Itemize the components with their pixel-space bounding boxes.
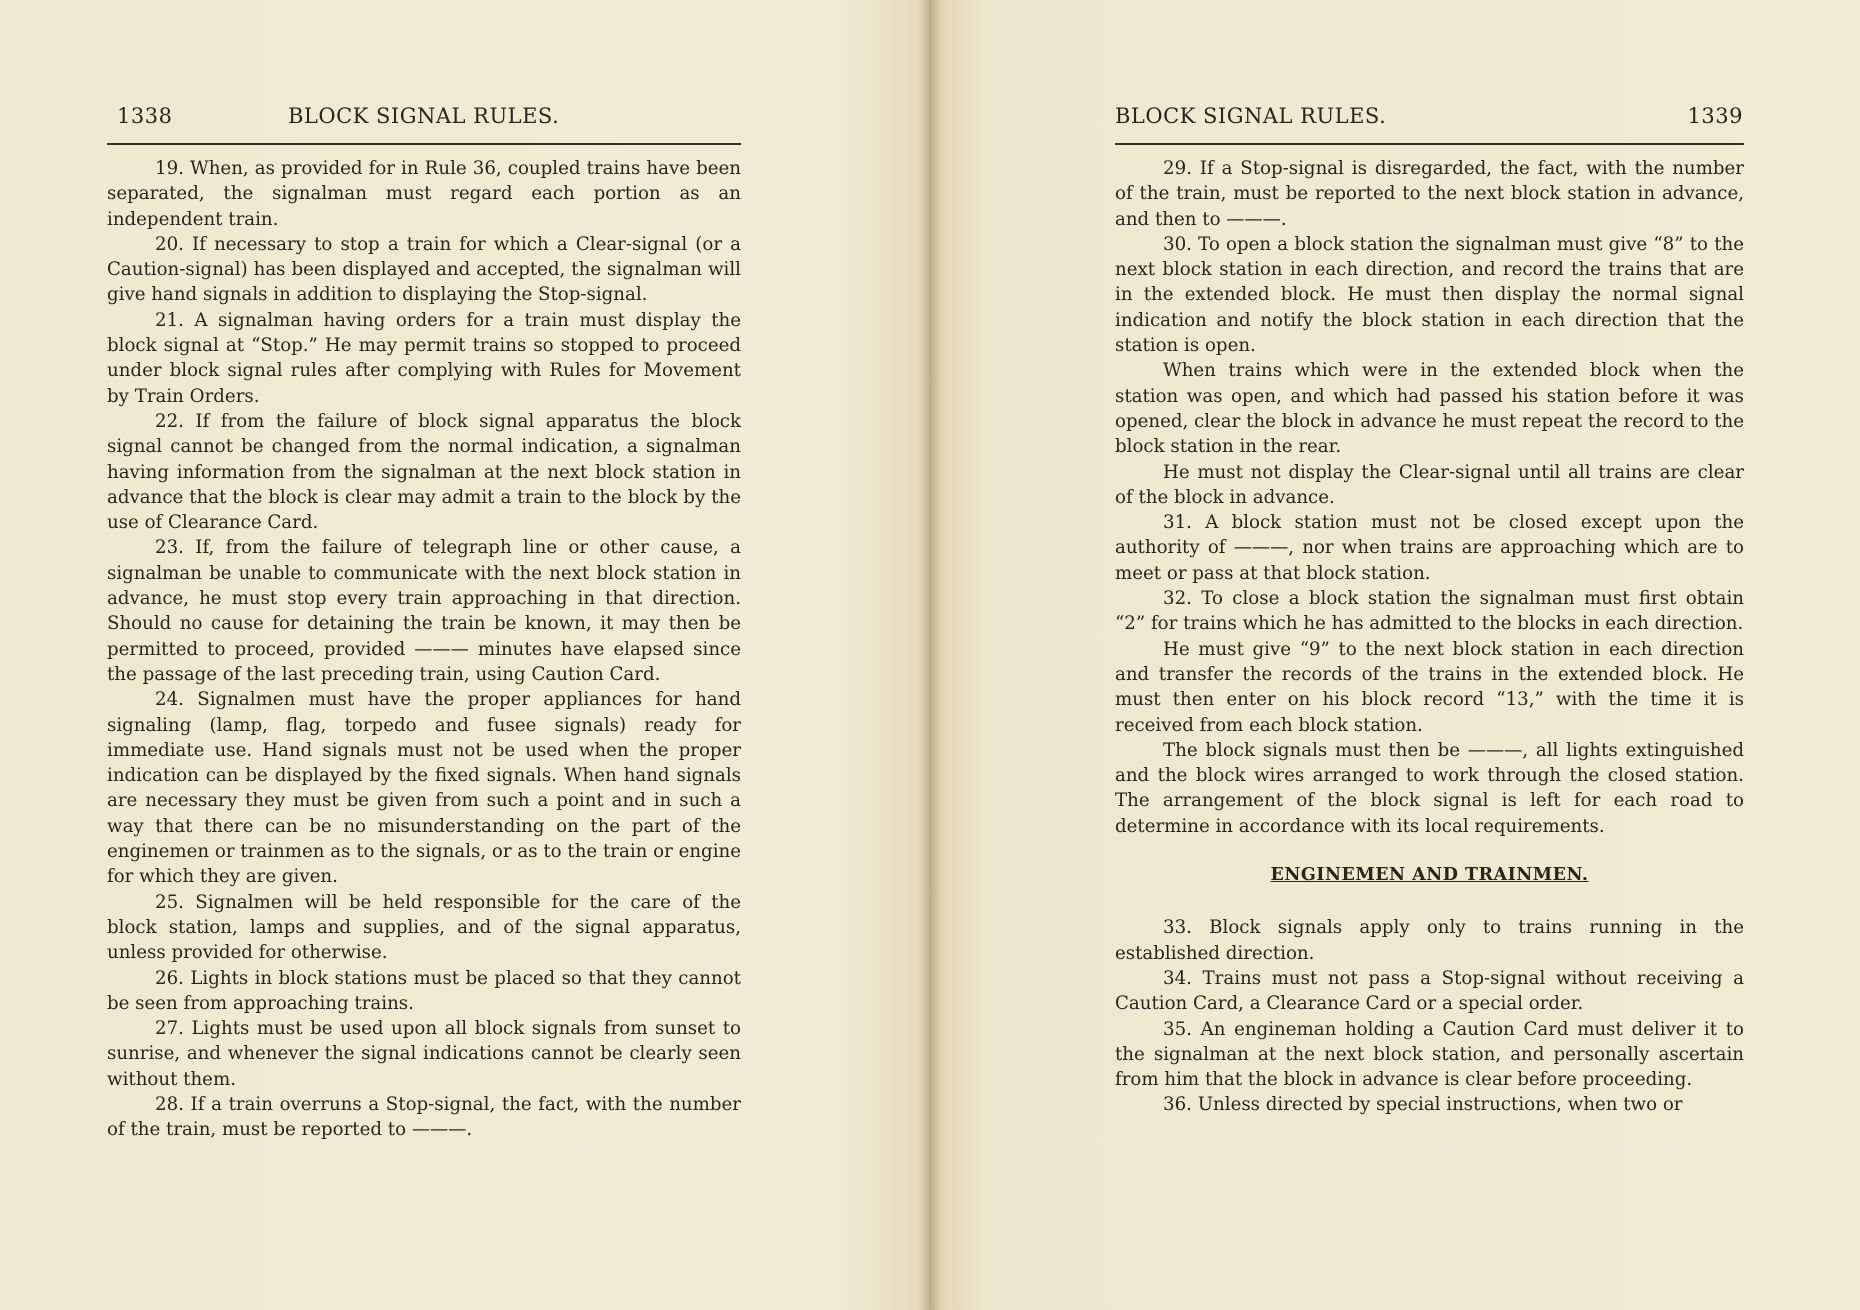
paragraph: 33. Block signals apply only to trains running in the established direction.: [1115, 917, 1744, 964]
paragraph: 30. To open a block station the signalman must give “8” to the next block station in each direction, and record the trains that are in the extended block. He must then display the normal signal indication and notify the block station in each direction that the station is open.: [1115, 233, 1744, 357]
paragraph: 20. If necessary to stop a train for which a Clear-signal (or a Caution-signal) has been displayed and accepted, the signalman will give hand signals in addition to displaying the Stop-signal.: [107, 233, 741, 306]
page-number: 1339: [1687, 104, 1743, 128]
paragraph: 27. Lights must be used upon all block signals from sunset to sunrise, and whenever the signal indications cannot be clearly seen without them.: [107, 1018, 741, 1090]
left-page-body: [107, 156, 741, 1143]
paragraph: 32. To close a block station the signalman must first obtain “2” for trains which he has admitted to the blocks in each direction.: [1115, 588, 1744, 635]
paragraph: 29. If a Stop-signal is disregarded, the fact, with the number of the train, must be reported to the next block station in advance, and then to ———.: [1115, 158, 1744, 230]
paragraph: 21. A signalman having orders for a train must display the block signal at “Stop.” He may permit trains so stopped to proceed under block signal rules after complying with Rules for Movement by Train Orders.: [107, 309, 741, 407]
paragraph: 26. Lights in block stations must be placed so that they cannot be seen from approaching trains.: [107, 967, 741, 1014]
paragraph: When trains which were in the extended block when the station was open, and which had passed his station before it was opened, clear the block in advance he must repeat the record to the block station in the rear.: [1115, 360, 1744, 458]
paragraph: 25. Signalmen will be held responsible for the care of the block station, lamps and supplies, and of the signal apparatus, unless provided for otherwise.: [107, 891, 741, 964]
paragraph: 34. Trains must not pass a Stop-signal without receiving a Caution Card, a Clearance Card or a special order.: [1115, 967, 1744, 1015]
header-rule: [1115, 143, 1744, 145]
paragraph: 36. Unless directed by special instructions, when two or: [1163, 1094, 1683, 1116]
section-heading: ENGINEMEN AND TRAINMEN.: [1270, 865, 1589, 886]
running-title: BLOCK SIGNAL RULES.: [288, 104, 560, 128]
paragraph: He must give “9” to the next block station in each direction and transfer the records of the trains in the extended block. He must then enter on his block record “13,” with the time it is received from each block station.: [1115, 638, 1744, 736]
page-number: 1338: [117, 104, 173, 128]
paragraph: 19. When, as provided for in Rule 36, coupled trains have been separated, the signalman must regard each portion as an independent train.: [107, 158, 741, 230]
paragraph: 31. A block station must not be closed except upon the authority of ———, nor when trains are approaching which are to meet or pass at that block station.: [1115, 512, 1744, 584]
paragraph: 24. Signalmen must have the proper appliances for hand signaling (lamp, flag, torpedo and fusee signals) ready for immediate use. Hand signals must not be used when the proper indication can be displayed by the fixed signals. When hand signals are necessary they must be given from such a point and in such a way that there can be no misunderstanding on the part of the enginemen or trainmen as to the signals, or as to the train or engine for which they are given.: [107, 689, 741, 888]
running-title: BLOCK SIGNAL RULES.: [1115, 104, 1387, 128]
paragraph: 28. If a train overruns a Stop-signal, the fact, with the number of the train, must be reported to ———.: [107, 1093, 741, 1141]
right-page: [930, 0, 1860, 1310]
right-page-body: [1115, 156, 1744, 1118]
left-page-header: [117, 104, 741, 134]
paragraph: He must not display the Clear-signal until all trains are clear of the block in advance.: [1115, 461, 1744, 508]
right-page-header: [1115, 104, 1743, 134]
paragraph: The block signals must then be ———, all lights extinguished and the block wires arranged to work through the closed station. The arrangement of the block signal is left for each road to determine in accordance with its local requirements.: [1115, 739, 1744, 837]
book-gutter: [918, 0, 942, 1310]
header-rule: [107, 143, 741, 145]
paragraph: 35. An engineman holding a Caution Card must deliver it to the signalman at the next block station, and personally ascertain from him that the block in advance is clear before proceeding.: [1115, 1018, 1744, 1091]
paragraph: 22. If from the failure of block signal apparatus the block signal cannot be changed from the normal indication, a signalman having information from the signalman at the next block station in advance that the block is clear may admit a train to the block by the use of Clearance Card.: [107, 410, 741, 534]
paragraph: 23. If, from the failure of telegraph line or other cause, a signalman be unable to communicate with the next block station in advance, he must stop every train approaching in that direction. Should no cause for detaining the train be known, it may then be permitted to proceed, provided ——— minutes have elapsed since the passage of the last preceding train, using Caution Card.: [107, 537, 741, 685]
